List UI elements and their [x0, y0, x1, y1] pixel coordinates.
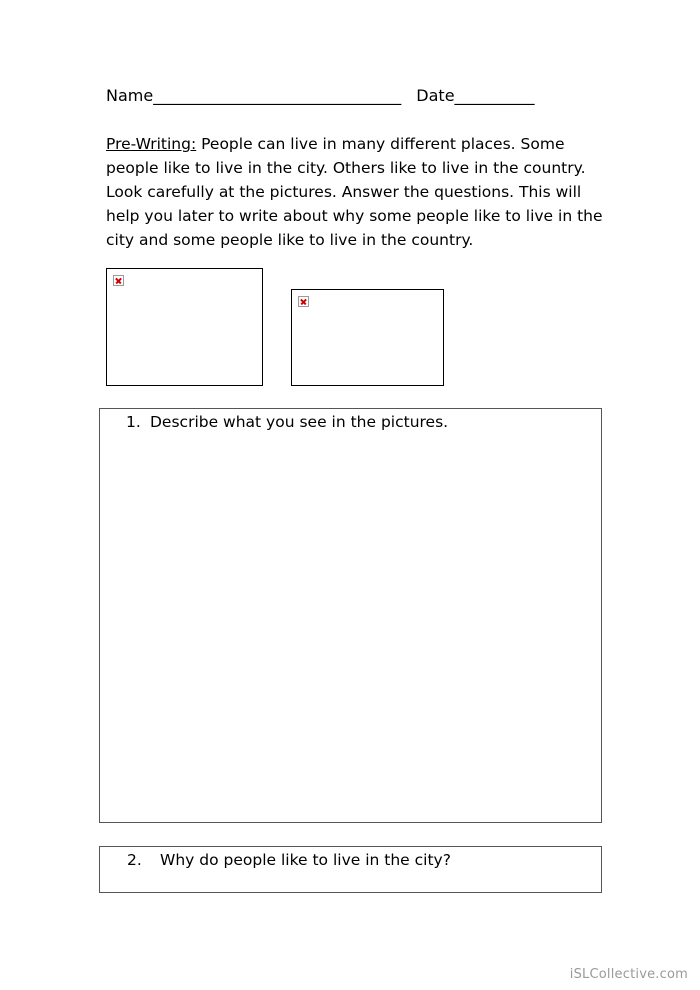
broken-image-icon: [298, 296, 309, 307]
question-text: Why do people like to live in the city?: [160, 851, 451, 869]
pre-writing-label: Pre-Writing:: [106, 135, 197, 153]
answer-box-2[interactable]: [99, 846, 602, 893]
name-field-label: Name_______________________________: [106, 86, 402, 105]
question-1: [126, 413, 448, 431]
header-line: [106, 86, 535, 105]
question-2: [127, 851, 451, 869]
picture-placeholder-2: [291, 289, 444, 386]
question-text: Describe what you see in the pictures.: [150, 413, 449, 431]
broken-image-icon: [113, 275, 124, 286]
watermark: iSLCollective.com: [569, 967, 688, 982]
date-field-label: Date__________: [416, 86, 535, 105]
intro-paragraph: [106, 132, 606, 252]
picture-placeholder-1: [106, 268, 263, 386]
intro-text: People can live in many different places. Some people like to live in the city. Others like to live in the country. Look carefully at the pictures. Answer the questions. This will help you later to write about why some people like to live in the city and some people like to live in the country.: [106, 135, 603, 249]
question-number: 2.: [127, 851, 142, 869]
answer-box-1[interactable]: [99, 408, 602, 823]
question-number: 1.: [126, 413, 141, 431]
